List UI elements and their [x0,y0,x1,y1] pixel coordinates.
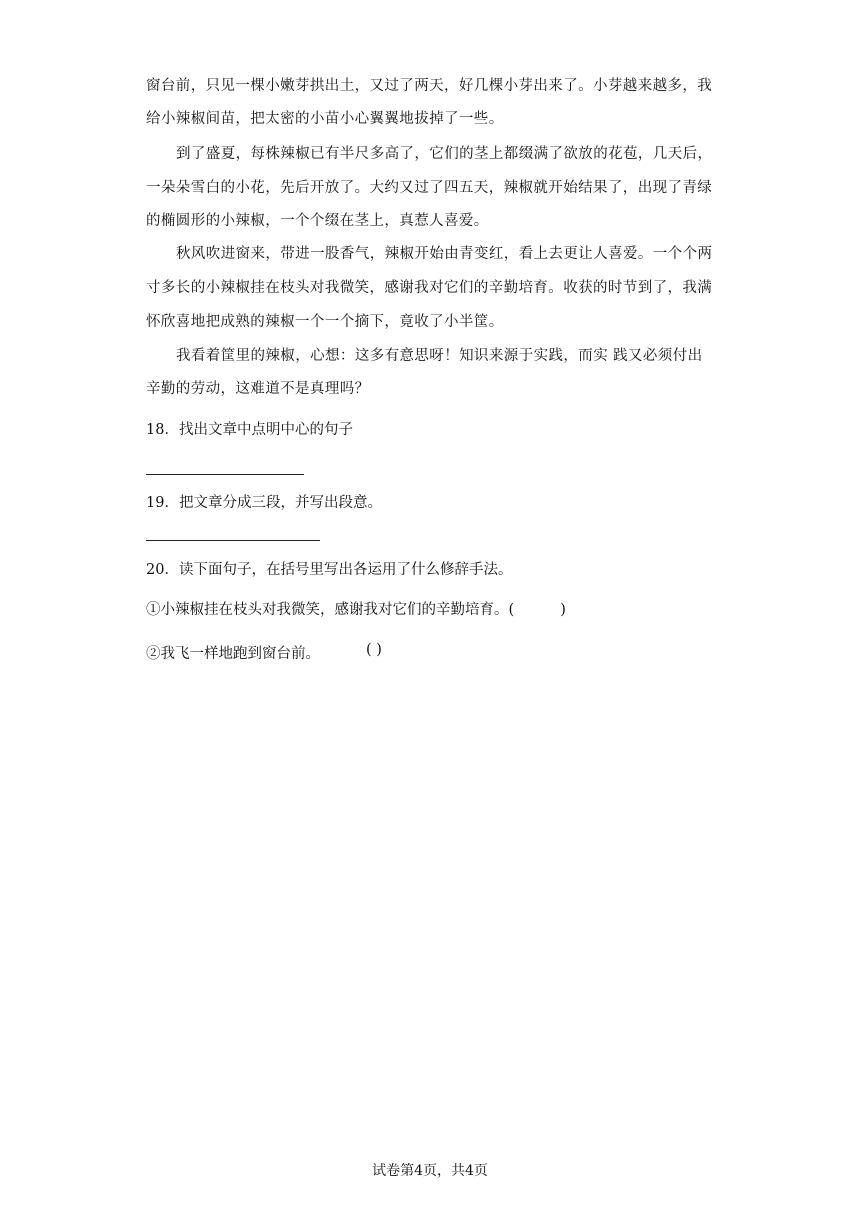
question-20-item-2-text: ②我飞一样地跑到窗台前。 [146,646,320,662]
question-20: 20．读下面句子，在括号里写出各运用了什么修辞手法。 [146,562,513,578]
passage-line-1: 窗台前，只见一棵小嫩芽拱出土，又过了两天，好几棵小芽出来了。小芽越来越多，我 [146,78,713,94]
question-20-item-2 [146,642,320,663]
passage-line-5: 的椭圆形的小辣椒，一个个缀在茎上，真惹人喜爱。 [146,213,489,229]
passage-line-6: 秋风吹进窗来，带进一股香气，辣椒开始由青变红，看上去更让人喜爱。一个个两 [176,246,713,262]
passage-line-2: 给小辣椒间苗，把太密的小苗小心翼翼地拔掉了一些。 [146,111,504,127]
question-18: 18．找出文章中点明中心的句子 [146,422,353,438]
question-20-item-1-text: ①小辣椒挂在枝头对我微笑，感谢我对它们的辛勤培育。 [146,602,509,618]
answer-blank-19[interactable] [146,540,320,541]
page-footer: 试卷第4页，共4页 [372,1163,488,1179]
passage-line-4: 一朵朵雪白的小花，先后开放了。大约又过了四五天，辣椒就开始结果了，出现了青绿 [146,180,713,196]
passage-line-10: 辛勤的劳动，这难道不是真理吗？ [146,381,370,397]
answer-paren-20-2[interactable]: ( ) [366,642,382,658]
passage-line-9: 我看着筐里的辣椒，心想：这多有意思呀！知识来源于实践，而实 践又必须付出 [176,348,703,364]
answer-blank-18[interactable] [146,474,304,475]
passage-line-7: 寸多长的小辣椒挂在枝头对我微笑，感谢我对它们的辛勤培育。收获的时节到了，我满 [146,280,713,296]
passage-line-8: 怀欣喜地把成熟的辣椒一个一个摘下，竟收了小半筐。 [146,314,504,330]
question-19: 19．把文章分成三段，并写出段意。 [146,495,382,511]
answer-paren-20-1[interactable]: ( ) [508,602,566,618]
passage-line-3: 到了盛夏，每株辣椒已有半尺多高了，它们的茎上都缀满了欲放的花苞，几天后， [176,146,713,162]
question-20-item-1 [146,598,566,619]
